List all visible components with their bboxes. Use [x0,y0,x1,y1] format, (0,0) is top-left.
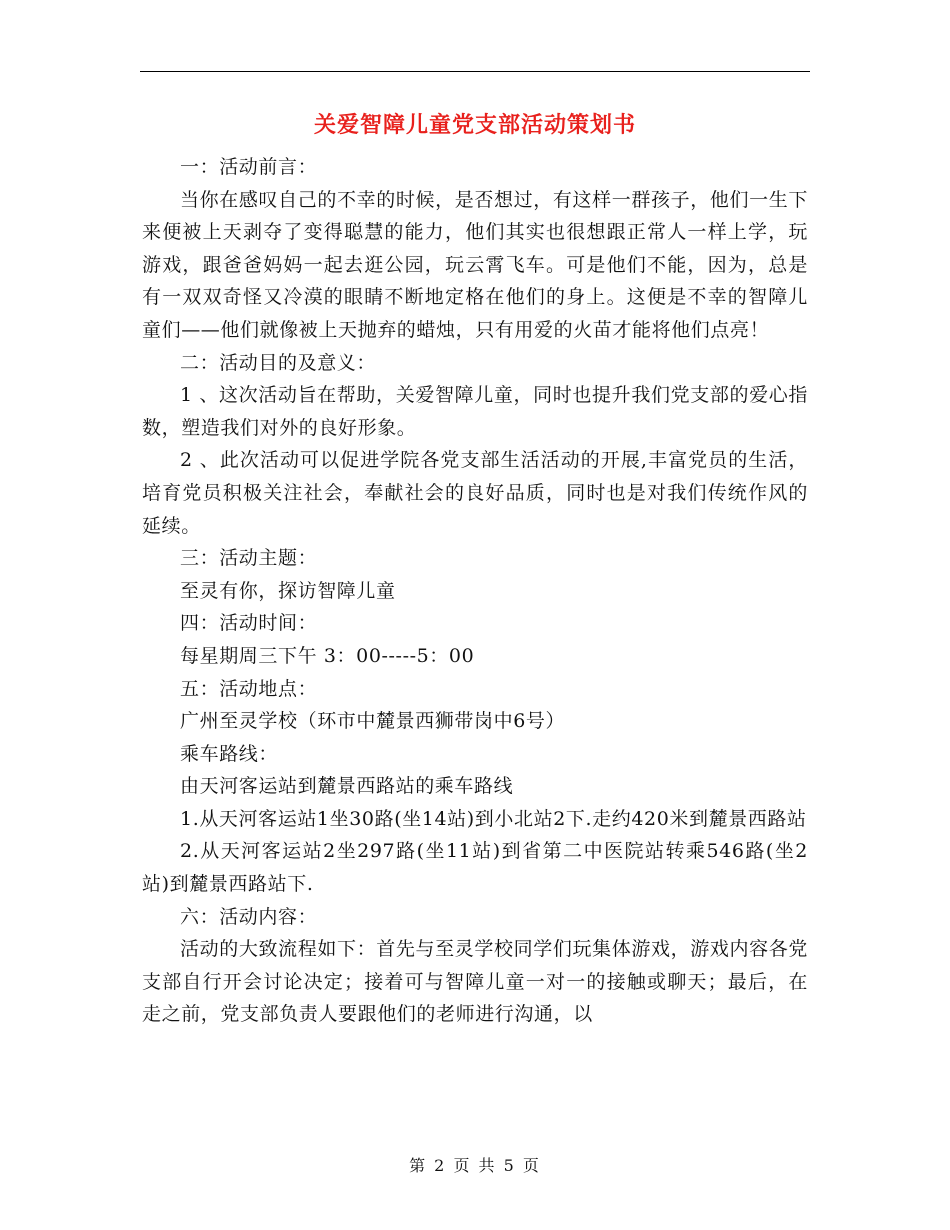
paragraph-time-text: 每星期周三下午 3：00-----5：00 [180,644,475,667]
paragraph-preface-text: 当你在感叹自己的不幸的时候，是否想过，有这样一群孩子，他们一生下来便被上天剥夺了变得聪慧的能力，他们其实也很想跟正常人一样上学，玩游戏，跟爸爸妈妈一起去逛公园，玩云霄飞车。可是他们不能，因为，总是有一双双奇怪又冷漠的眼睛不断地定格在他们的身上。这便是不幸的智障儿童们——他们就像被上天抛弃的蜡烛，只有用爱的火苗才能将他们点亮！ [142,188,808,341]
paragraph-purpose-item-1: 1 、这次活动旨在帮助，关爱智障儿童，同时也提升我们党支部的爱心指数，塑造我们对外的良好形象。 [142,384,808,439]
paragraph-route-2: 2.从天河客运站2坐297路(坐11站)到省第二中医院站转乘546路(坐2站)到麓景西路站下. [142,840,808,896]
document-title: 关爱智障儿童党支部活动策划书 [313,112,636,138]
paragraph-content-text: 活动的大致流程如下：首先与至灵学校同学们玩集体游戏，游戏内容各党支部自行开会讨论决定；接着可与智障儿童一对一的接触或聊天；最后，在走之前，党支部负责人要跟他们的老师进行沟通，以 [142,938,808,1026]
paragraph-purpose-heading: 二：活动目的及意义： [180,351,377,374]
paragraph-location-text: 广州至灵学校（环市中麓景西狮带岗中6号） [180,710,566,733]
paragraph-route-1: 1.从天河客运站1坐30路(坐14站)到小北站2下.走约420米到麓景西路站 [180,807,807,830]
header-rule [140,71,810,72]
paragraph-route-heading: 乘车路线： [180,742,279,765]
paragraph-location-heading: 五：活动地点： [180,677,318,700]
paragraph-purpose-item-2: 2 、此次活动可以促进学院各党支部生活活动的开展,丰富党员的生活，培育党员积极关注社会，奉献社会的良好品质，同时也是对我们传统作风的延续。 [142,449,808,537]
paragraph-route-intro: 由天河客运站到麓景西路站的乘车路线 [180,775,514,798]
paragraph-theme-text: 至灵有你，探访智障儿童 [180,579,396,602]
paragraph-content-heading: 六：活动内容： [180,905,318,928]
paragraph-theme-heading: 三：活动主题： [180,547,318,570]
document-body [142,151,808,1031]
page-number-footer: 第 2 页 共 5 页 [409,1156,541,1175]
paragraph-time-heading: 四：活动时间： [180,612,318,635]
paragraph-preface-heading: 一：活动前言： [180,156,318,178]
